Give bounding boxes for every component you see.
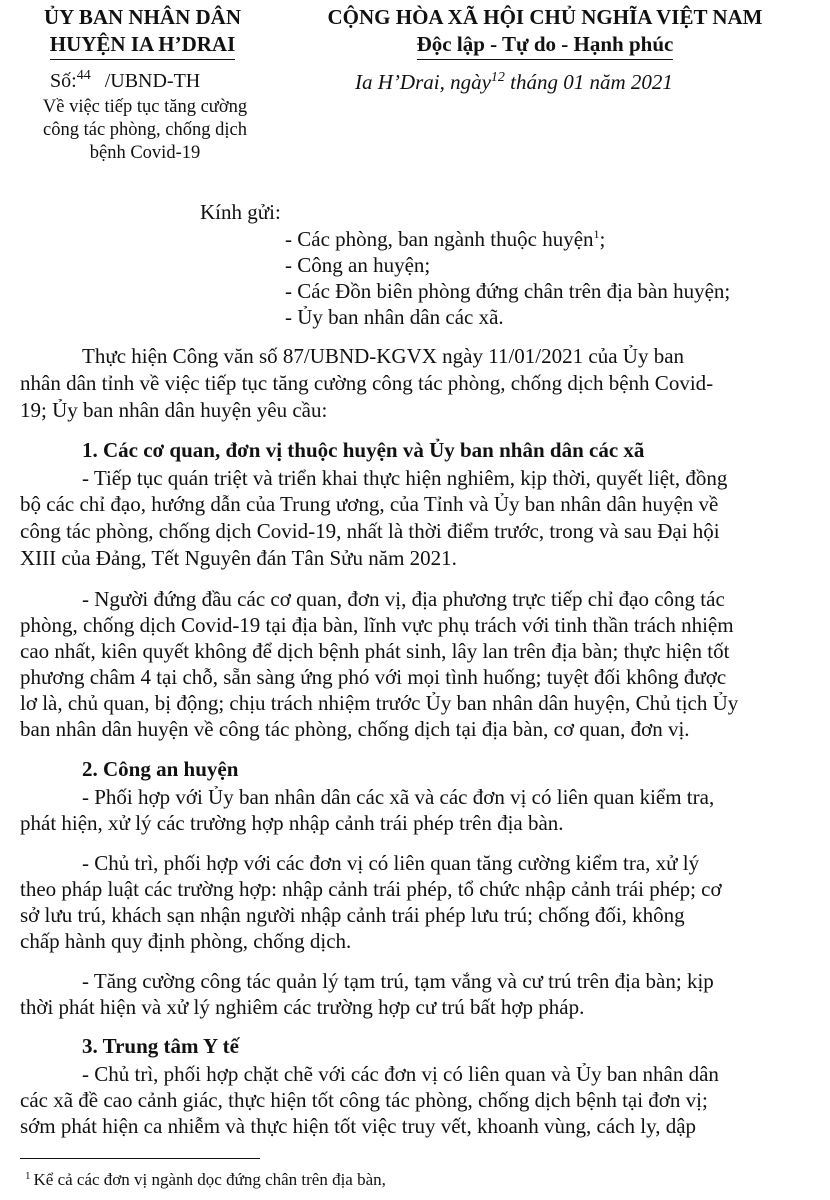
body-line: ban nhân dân huyện về công tác phòng, chống dịch tại địa bàn, cơ quan, đơn vị.: [20, 717, 690, 741]
document-number-value: 44: [76, 68, 91, 83]
body-line: - Tăng cường công tác quản lý tạm trú, tạm vắng và cư trú trên địa bàn; kịp: [82, 969, 714, 993]
national-title: CỘNG HÒA XÃ HỘI CHỦ NGHĨA VIỆT NAM: [327, 5, 763, 29]
place-date-prefix: Ia H’Drai, ngày: [355, 70, 491, 94]
body-line: Thực hiện Công văn số 87/UBND-KGVX ngày 11/01/2021 của Ủy ban: [82, 344, 685, 368]
kinh-gui-label: Kính gửi:: [200, 200, 281, 224]
document-subject: [20, 96, 270, 165]
document-number: [50, 70, 200, 93]
recipient-item: - Các phòng, ban ngành thuộc huyện$^1$;: [285, 227, 606, 251]
body-line: công tác phòng, chống dịch Covid-19, nhất là thời điểm trước, trong và sau Đại hội: [20, 519, 720, 543]
national-slogan: Độc lập - Tự do - Hạnh phúc: [417, 31, 674, 60]
place-date-day: 12: [490, 70, 505, 85]
document-number-prefix: Số:: [50, 70, 77, 92]
footnote-text: Kể cả các đơn vị ngành dọc đứng chân trên địa bàn,: [33, 1170, 386, 1189]
body-line: phòng, chống dịch Covid-19 tại địa bàn, lĩnh vực phụ trách với tinh thần trách nhiệm: [20, 613, 734, 637]
footnote-separator: [20, 1158, 260, 1159]
footnote: [25, 1170, 386, 1190]
section-heading: 2. Công an huyện: [82, 757, 239, 781]
issuing-authority-line2: HUYỆN IA H’DRAI: [50, 31, 236, 60]
body-line: phát hiện, xử lý các trường hợp nhập cảnh trái phép trên địa bàn.: [20, 811, 564, 835]
body-line: bộ các chỉ đạo, hướng dẫn của Trung ương, của Tỉnh và Ủy ban nhân dân huyện về: [20, 492, 719, 516]
body-line: cao nhất, kiên quyết không để dịch bệnh phát sinh, lây lan trên địa bàn; thực hiện tốt: [20, 639, 730, 663]
subject-line: bệnh Covid-19: [89, 143, 201, 163]
body-line: lơ là, chủ quan, bị động; chịu trách nhiệm trước Ủy ban nhân dân huyện, Chủ tịch Ủy: [20, 691, 739, 715]
body-line: - Phối hợp với Ủy ban nhân dân các xã và các đơn vị có liên quan kiểm tra,: [82, 785, 715, 809]
body-line: nhân dân tỉnh về việc tiếp tục tăng cường công tác phòng, chống dịch bệnh Covid-: [20, 371, 714, 395]
issuing-authority-line1: ỦY BAN NHÂN DÂN: [44, 5, 241, 29]
issuing-authority: [20, 4, 265, 60]
body-line: theo pháp luật các trường hợp: nhập cảnh trái phép, tổ chức nhập cảnh trái phép; cơ: [20, 877, 722, 901]
document-number-suffix: /UBND-TH: [104, 70, 201, 92]
place-date: [355, 70, 673, 95]
body-line: phương châm 4 tại chỗ, sẵn sàng ứng phó với mọi tình huống; tuyệt đối không được: [20, 665, 727, 689]
body-line: - Chủ trì, phối hợp chặt chẽ với các đơn vị có liên quan và Ủy ban nhân dân: [82, 1062, 719, 1086]
section-heading: 1. Các cơ quan, đơn vị thuộc huyện và Ủy ban nhân dân các xã: [82, 438, 645, 462]
body-line: chấp hành quy định phòng, chống dịch.: [20, 929, 352, 953]
subject-line: Về việc tiếp tục tăng cường: [42, 97, 248, 117]
recipient-list: [285, 226, 730, 330]
recipient-item: - Ủy ban nhân dân các xã.: [285, 305, 504, 329]
body-line: - Tiếp tục quán triệt và triển khai thực hiện nghiêm, kịp thời, quyết liệt, đồng: [82, 466, 728, 490]
body-line: sớm phát hiện ca nhiễm và thực hiện tốt việc truy vết, khoanh vùng, cách ly, dập: [20, 1114, 697, 1138]
subject-line: công tác phòng, chống dịch: [43, 120, 247, 140]
body-line: XIII của Đảng, Tết Nguyên đán Tân Sửu năm 2021.: [20, 546, 457, 570]
body-line: sở lưu trú, khách sạn nhận người nhập cảnh trái phép lưu trú; chống đối, không: [20, 903, 685, 927]
footnote-ref: 1: [593, 227, 600, 241]
place-date-rest: tháng 01 năm 2021: [510, 70, 673, 94]
recipient-item: - Các Đồn biên phòng đứng chân trên địa bàn huyện;: [285, 279, 731, 303]
body-line: - Chủ trì, phối hợp với các đơn vị có liên quan tăng cường kiểm tra, xử lý: [82, 851, 700, 875]
recipient-item: - Công an huyện;: [285, 253, 431, 277]
body-line: thời phát hiện và xử lý nghiêm các trường hợp cư trú bất hợp pháp.: [20, 995, 585, 1019]
body-line: các xã đề cao cảnh giác, thực hiện tốt công tác phòng, chống dịch bệnh tại đơn vị;: [20, 1088, 708, 1112]
body-line: 19; Ủy ban nhân dân huyện yêu cầu:: [20, 398, 328, 422]
national-motto: [290, 4, 800, 60]
body-line: - Người đứng đầu các cơ quan, đơn vị, địa phương trực tiếp chỉ đạo công tác: [82, 587, 725, 611]
footnote-marker: 1: [25, 1170, 31, 1182]
section-heading: 3. Trung tâm Y tế: [82, 1034, 239, 1058]
